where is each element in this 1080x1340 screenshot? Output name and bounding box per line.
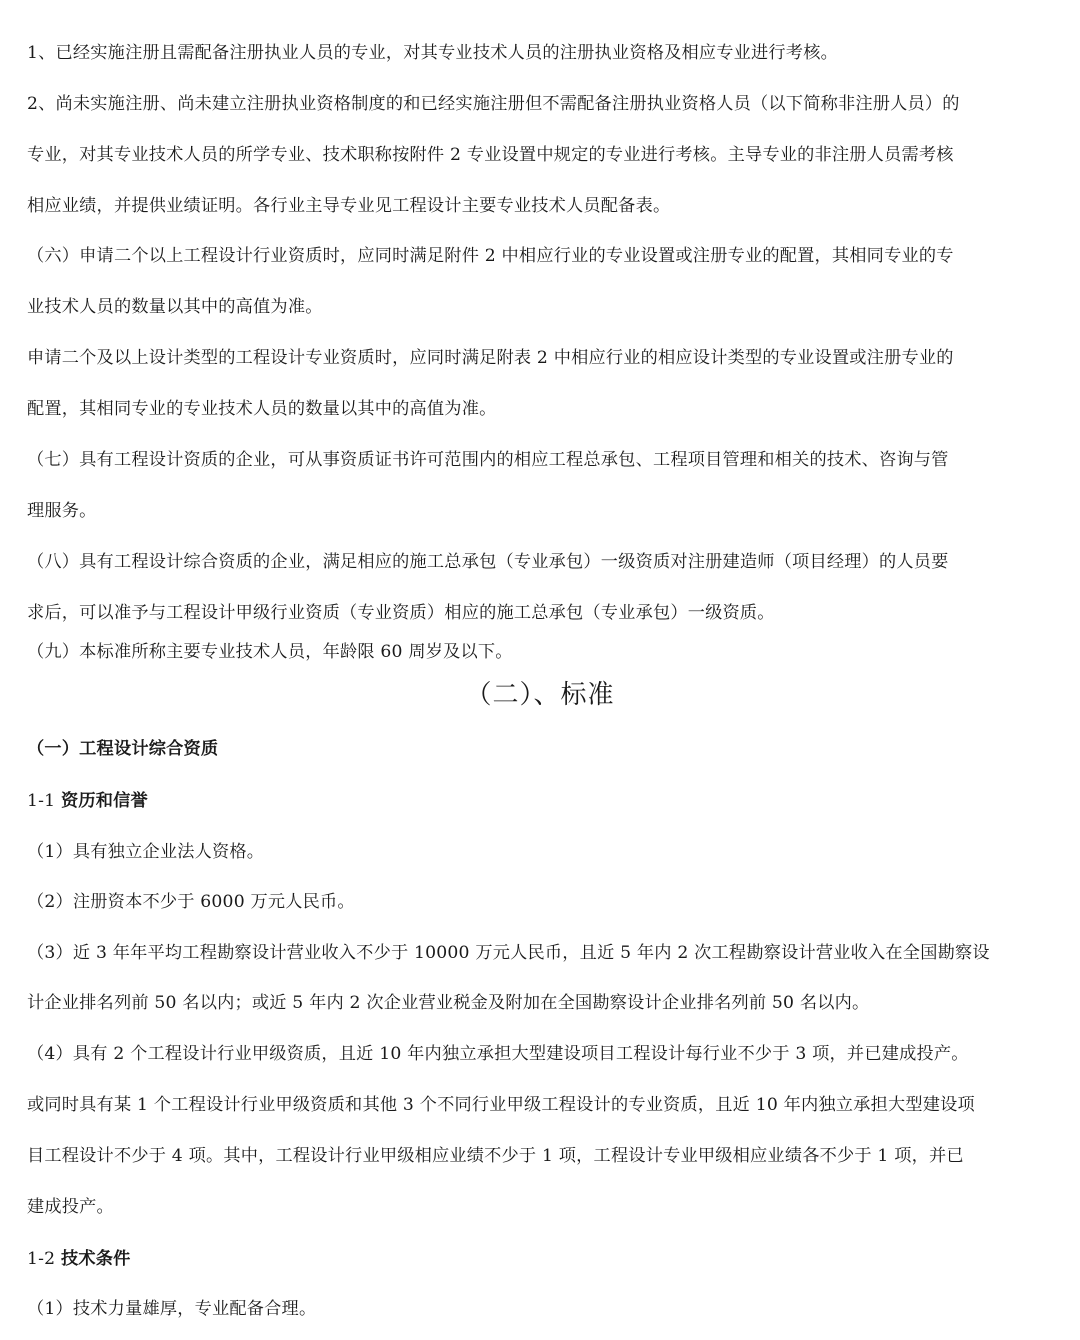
paragraph-line: 1、已经实施注册且需配备注册执业人员的专业，对其专业技术人员的注册执业资格及相应专业进行考核。	[27, 43, 838, 63]
subsection-title	[27, 1247, 1053, 1271]
paragraph-line: （1）技术力量雄厚，专业配备合理。	[27, 1299, 317, 1319]
paragraph-line: （九）本标准所称主要专业技术人员，年龄限 60 周岁及以下。	[27, 642, 513, 662]
subsection-label: 技术条件	[60, 1249, 131, 1269]
paragraph-line: 相应业绩，并提供业绩证明。各行业主导专业见工程设计主要专业技术人员配备表。	[27, 196, 671, 216]
paragraph-line: 目工程设计不少于 4 项。其中，工程设计行业甲级相应业绩不少于 1 项，工程设计专业甲级相应业绩各不少于 1 项，并已	[27, 1146, 964, 1166]
paragraph-line: 业技术人员的数量以其中的高值为准。	[27, 297, 323, 317]
section-heading: （二）、标准	[465, 680, 615, 710]
subsection-label: 资历和信誉	[60, 791, 148, 811]
paragraph-line: （3）近 3 年年平均工程勘察设计营业收入不少于 10000 万元人民币，且近 5 年内 2 次工程勘察设计营业收入在全国勘察设	[27, 943, 990, 963]
paragraph-line: 计企业排名列前 50 名以内；或近 5 年内 2 次企业营业税金及附加在全国勘察设计企业排名列前 50 名以内。	[27, 993, 870, 1013]
paragraph-line: 建成投产。	[27, 1197, 114, 1217]
section-title: （一）工程设计综合资质	[27, 739, 219, 759]
paragraph-line: （4）具有 2 个工程设计行业甲级资质，且近 10 年内独立承担大型建设项目工程设计每行业不少于 3 项，并已建成投产。	[27, 1044, 969, 1064]
paragraph-line: 2、尚未实施注册、尚未建立注册执业资格制度的和已经实施注册但不需配备注册执业资格人员（以下简称非注册人员）的	[27, 94, 960, 114]
paragraph-line: （六）申请二个以上工程设计行业资质时，应同时满足附件 2 中相应行业的专业设置或注册专业的配置，其相同专业的专	[27, 246, 954, 266]
paragraph-line: 求后，可以准予与工程设计甲级行业资质（专业资质）相应的施工总承包（专业承包）一级资质。	[27, 603, 775, 623]
paragraph-line: 理服务。	[27, 501, 97, 521]
paragraph-line: 申请二个及以上设计类型的工程设计专业资质时，应同时满足附表 2 中相应行业的相应设计类型的专业设置或注册专业的	[27, 348, 954, 368]
paragraph-line: （八）具有工程设计综合资质的企业，满足相应的施工总承包（专业承包）一级资质对注册建造师（项目经理）的人员要	[27, 552, 949, 572]
paragraph-line: 专业，对其专业技术人员的所学专业、技术职称按附件 2 专业设置中规定的专业进行考核。主导专业的非注册人员需考核	[27, 145, 954, 165]
paragraph-line: 配置，其相同专业的专业技术人员的数量以其中的高值为准。	[27, 399, 497, 419]
paragraph-line: 或同时具有某 1 个工程设计行业甲级资质和其他 3 个不同行业甲级工程设计的专业资质，且近 10 年内独立承担大型建设项	[27, 1095, 975, 1115]
paragraph-line: （1）具有独立企业法人资格。	[27, 842, 265, 862]
paragraph-line: （七）具有工程设计资质的企业，可从事资质证书许可范围内的相应工程总承包、工程项目管理和相关的技术、咨询与管	[27, 450, 949, 470]
paragraph-line: （2）注册资本不少于 6000 万元人民币。	[27, 892, 355, 912]
subsection-title	[27, 789, 1053, 813]
subsection-number: 1-1	[27, 791, 56, 811]
subsection-number: 1-2	[27, 1249, 56, 1269]
